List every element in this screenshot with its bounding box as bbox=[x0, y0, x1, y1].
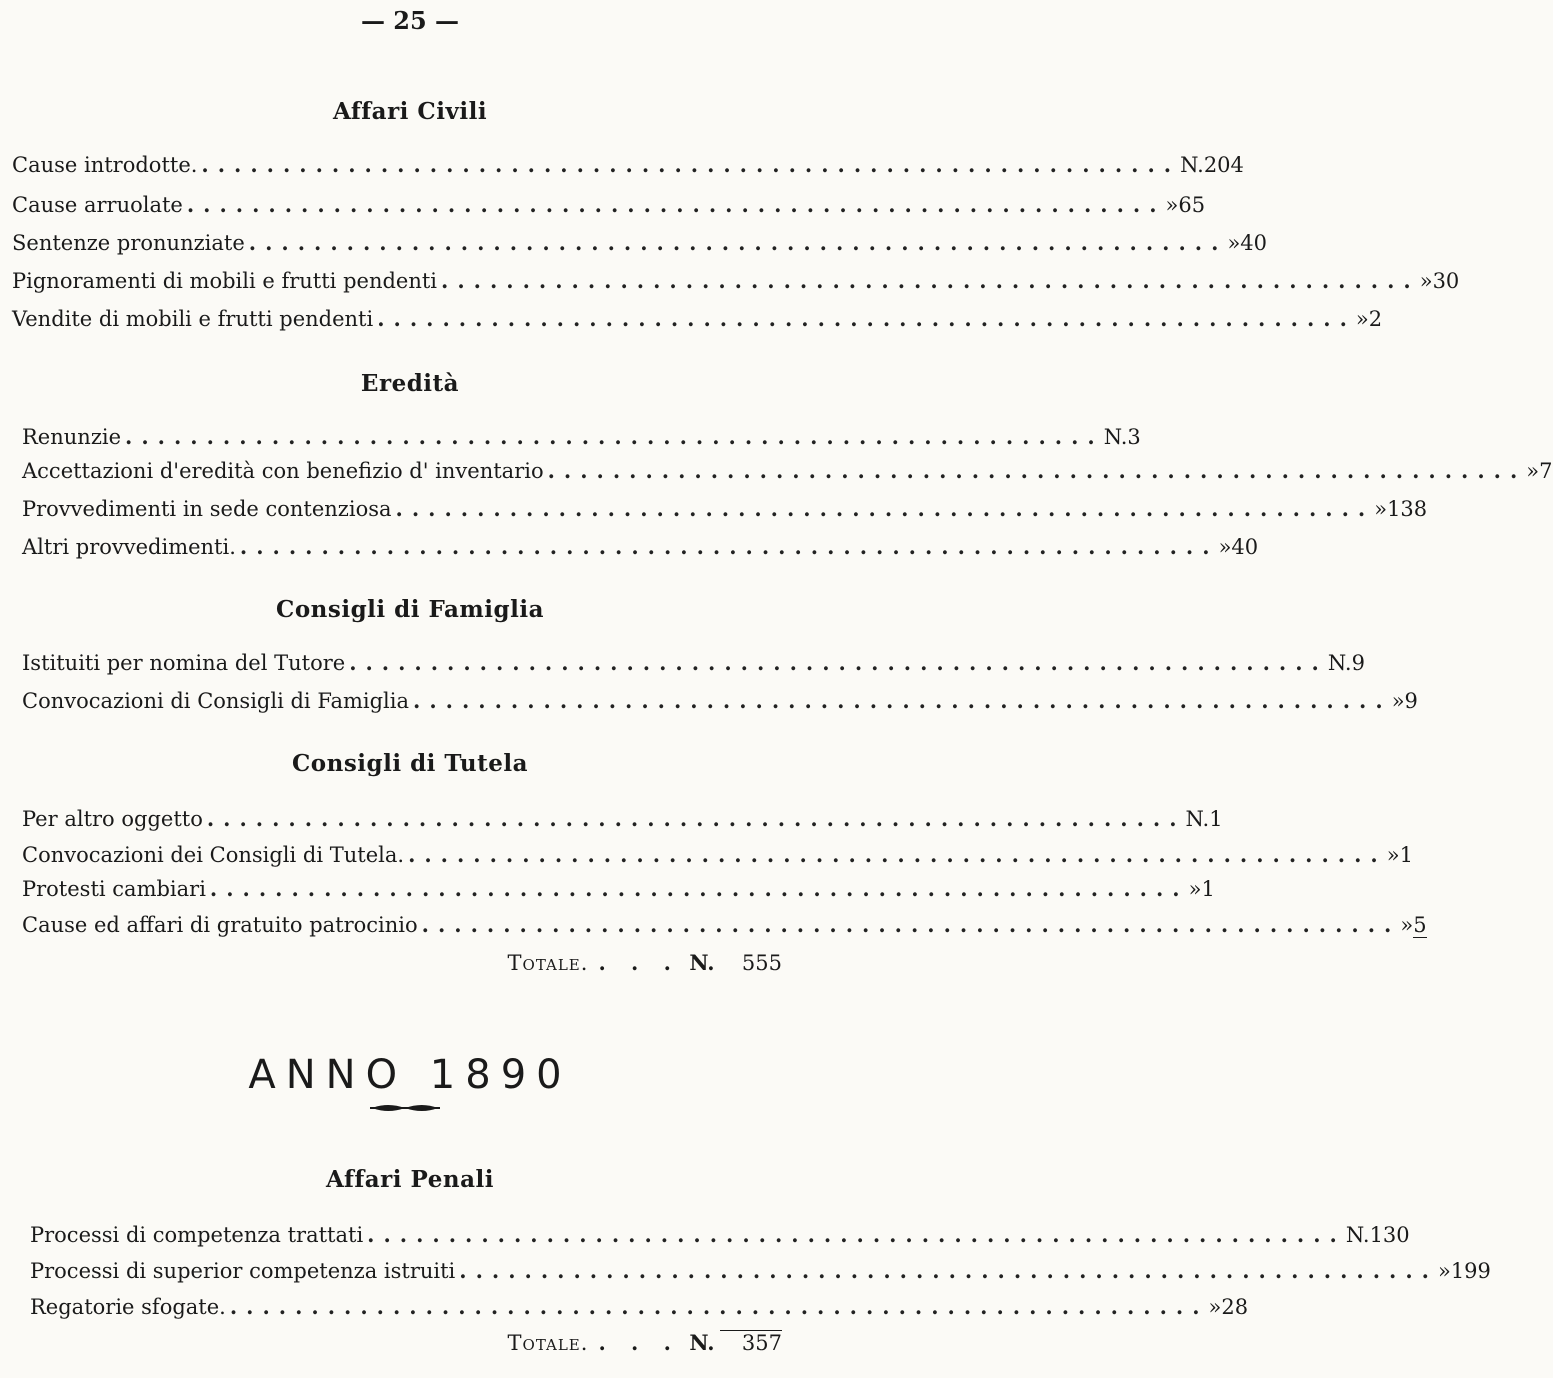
row-prefix: » bbox=[1391, 689, 1405, 713]
row-prefix: » bbox=[1437, 1259, 1451, 1283]
leader-dots: ............................................................ bbox=[209, 876, 1189, 901]
leader-dots: ............................................................ bbox=[239, 534, 1219, 559]
table-row bbox=[30, 1294, 1249, 1328]
table-row bbox=[30, 1222, 1410, 1256]
row-value: 9 bbox=[1404, 689, 1418, 713]
leader-dots: ............................................................ bbox=[349, 650, 1328, 675]
row-prefix: » bbox=[1526, 459, 1540, 483]
row-value: 7 bbox=[1539, 459, 1553, 483]
total-label: Totale. bbox=[507, 1331, 589, 1355]
table-row bbox=[22, 424, 1141, 458]
leader-dots: ............................................................ bbox=[413, 688, 1392, 713]
row-value: 5 bbox=[1413, 913, 1427, 937]
page-number: — 25 — bbox=[360, 6, 460, 35]
table-row bbox=[12, 192, 1206, 226]
row-value: 204 bbox=[1203, 153, 1244, 177]
leader-dots: ............................................................ bbox=[459, 1258, 1438, 1283]
leader-dots: ............................................................ bbox=[547, 458, 1527, 483]
total-value: 357 bbox=[720, 1330, 782, 1355]
row-prefix: N. bbox=[1103, 425, 1128, 449]
table-row bbox=[12, 268, 1460, 302]
row-label: Processi di competenza trattati bbox=[30, 1223, 364, 1247]
row-value: 30 bbox=[1432, 269, 1460, 293]
total-label: Totale. bbox=[507, 951, 589, 975]
row-prefix: N. bbox=[1185, 807, 1210, 831]
table-row bbox=[22, 496, 1428, 530]
row-value: 138 bbox=[1387, 497, 1428, 521]
table-row bbox=[22, 688, 1418, 722]
total-prefix: N. bbox=[689, 1330, 715, 1355]
leader-dots: ............................................................ bbox=[377, 306, 1356, 331]
row-value: 1 bbox=[1209, 807, 1223, 831]
row-label: Convocazioni dei Consigli di Tutela. bbox=[22, 843, 405, 867]
table-row bbox=[12, 306, 1383, 340]
row-label: Regatorie sfogate. bbox=[30, 1295, 226, 1319]
row-value: 130 bbox=[1369, 1223, 1410, 1247]
ornament-icon bbox=[370, 1100, 440, 1116]
leader-dots: ............................................................ bbox=[229, 1294, 1209, 1319]
row-value: 199 bbox=[1450, 1259, 1491, 1283]
row-prefix: » bbox=[1227, 231, 1241, 255]
leader-dots: ............................................................ bbox=[206, 806, 1186, 831]
row-label: Sentenze pronunziate bbox=[12, 231, 245, 255]
table-row bbox=[12, 230, 1268, 264]
total-dots: . . . bbox=[598, 950, 680, 975]
row-value: 40 bbox=[1240, 231, 1268, 255]
table-row bbox=[22, 458, 1553, 492]
leader-dots: ............................................................ bbox=[421, 912, 1401, 937]
section-title-eredita: Eredità bbox=[360, 370, 460, 397]
row-value: 2 bbox=[1368, 307, 1383, 331]
section-title-affari-civili: Affari Civili bbox=[332, 98, 488, 125]
row-prefix: » bbox=[1188, 877, 1202, 901]
row-label: Pignoramenti di mobili e frutti pendenti bbox=[12, 269, 438, 293]
row-label: Per altro oggetto bbox=[22, 807, 203, 831]
row-prefix: » bbox=[1208, 1295, 1222, 1319]
table-row bbox=[22, 912, 1427, 946]
leader-dots: ............................................................ bbox=[201, 152, 1181, 177]
leader-dots: ............................................................ bbox=[186, 192, 1166, 217]
total-row-tutela bbox=[508, 950, 782, 984]
leader-dots: ............................................................ bbox=[248, 230, 1228, 255]
section-title-affari-penali: Affari Penali bbox=[326, 1166, 494, 1193]
leader-dots: ............................................................ bbox=[441, 268, 1420, 293]
leader-dots: ............................................................ bbox=[125, 424, 1104, 449]
row-label: Cause ed affari di gratuito patrocinio bbox=[22, 913, 418, 937]
row-label: Istituiti per nomina del Tutore bbox=[22, 651, 346, 675]
row-label: Cause arruolate bbox=[12, 193, 183, 217]
leader-dots: ............................................................ bbox=[367, 1222, 1346, 1247]
row-prefix: N. bbox=[1327, 651, 1352, 675]
row-value: 1 bbox=[1201, 877, 1215, 901]
row-label: Provvedimenti in sede contenziosa bbox=[22, 497, 392, 521]
row-label: Renunzie bbox=[22, 425, 122, 449]
row-label: Protesti cambiari bbox=[22, 877, 206, 901]
row-prefix: N. bbox=[1345, 1223, 1370, 1247]
row-prefix: » bbox=[1355, 307, 1369, 331]
row-prefix: » bbox=[1218, 535, 1232, 559]
row-label: Processi di superior competenza istruiti bbox=[30, 1259, 456, 1283]
table-row bbox=[22, 534, 1259, 568]
leader-dots: ............................................................ bbox=[395, 496, 1375, 521]
section-title-consigli-famiglia: Consigli di Famiglia bbox=[276, 596, 544, 623]
row-label: Accettazioni d'eredità con benefizio d' inventario bbox=[22, 459, 544, 483]
row-prefix: » bbox=[1386, 843, 1400, 867]
table-row bbox=[22, 650, 1365, 684]
table-row bbox=[22, 842, 1413, 876]
row-label: Vendite di mobili e frutti pendenti bbox=[12, 307, 374, 331]
row-prefix: » bbox=[1374, 497, 1388, 521]
total-prefix: N. bbox=[689, 950, 715, 975]
row-prefix: N. bbox=[1180, 153, 1204, 177]
total-dots: . . . bbox=[598, 1330, 680, 1355]
year-heading: ANNO 1890 bbox=[248, 1052, 572, 1098]
table-row bbox=[22, 806, 1223, 840]
row-value: 28 bbox=[1221, 1295, 1249, 1319]
table-row bbox=[30, 1258, 1491, 1292]
row-label: Altri provvedimenti. bbox=[22, 535, 236, 559]
table-row bbox=[12, 152, 1244, 186]
row-prefix: » bbox=[1419, 269, 1433, 293]
total-row-penali bbox=[508, 1330, 782, 1364]
row-value: 1 bbox=[1399, 843, 1413, 867]
row-value: 3 bbox=[1127, 425, 1141, 449]
row-label: Convocazioni di Consigli di Famiglia bbox=[22, 689, 410, 713]
row-value: 65 bbox=[1178, 193, 1206, 217]
table-row bbox=[22, 876, 1215, 910]
total-value: 555 bbox=[741, 951, 782, 975]
leader-dots: ............................................................ bbox=[408, 842, 1387, 867]
row-label: Cause introdotte. bbox=[12, 153, 198, 177]
row-value: 40 bbox=[1231, 535, 1259, 559]
section-title-consigli-tutela: Consigli di Tutela bbox=[291, 750, 529, 777]
row-prefix: » bbox=[1400, 913, 1414, 937]
row-value: 9 bbox=[1351, 651, 1365, 675]
row-prefix: » bbox=[1165, 193, 1179, 217]
